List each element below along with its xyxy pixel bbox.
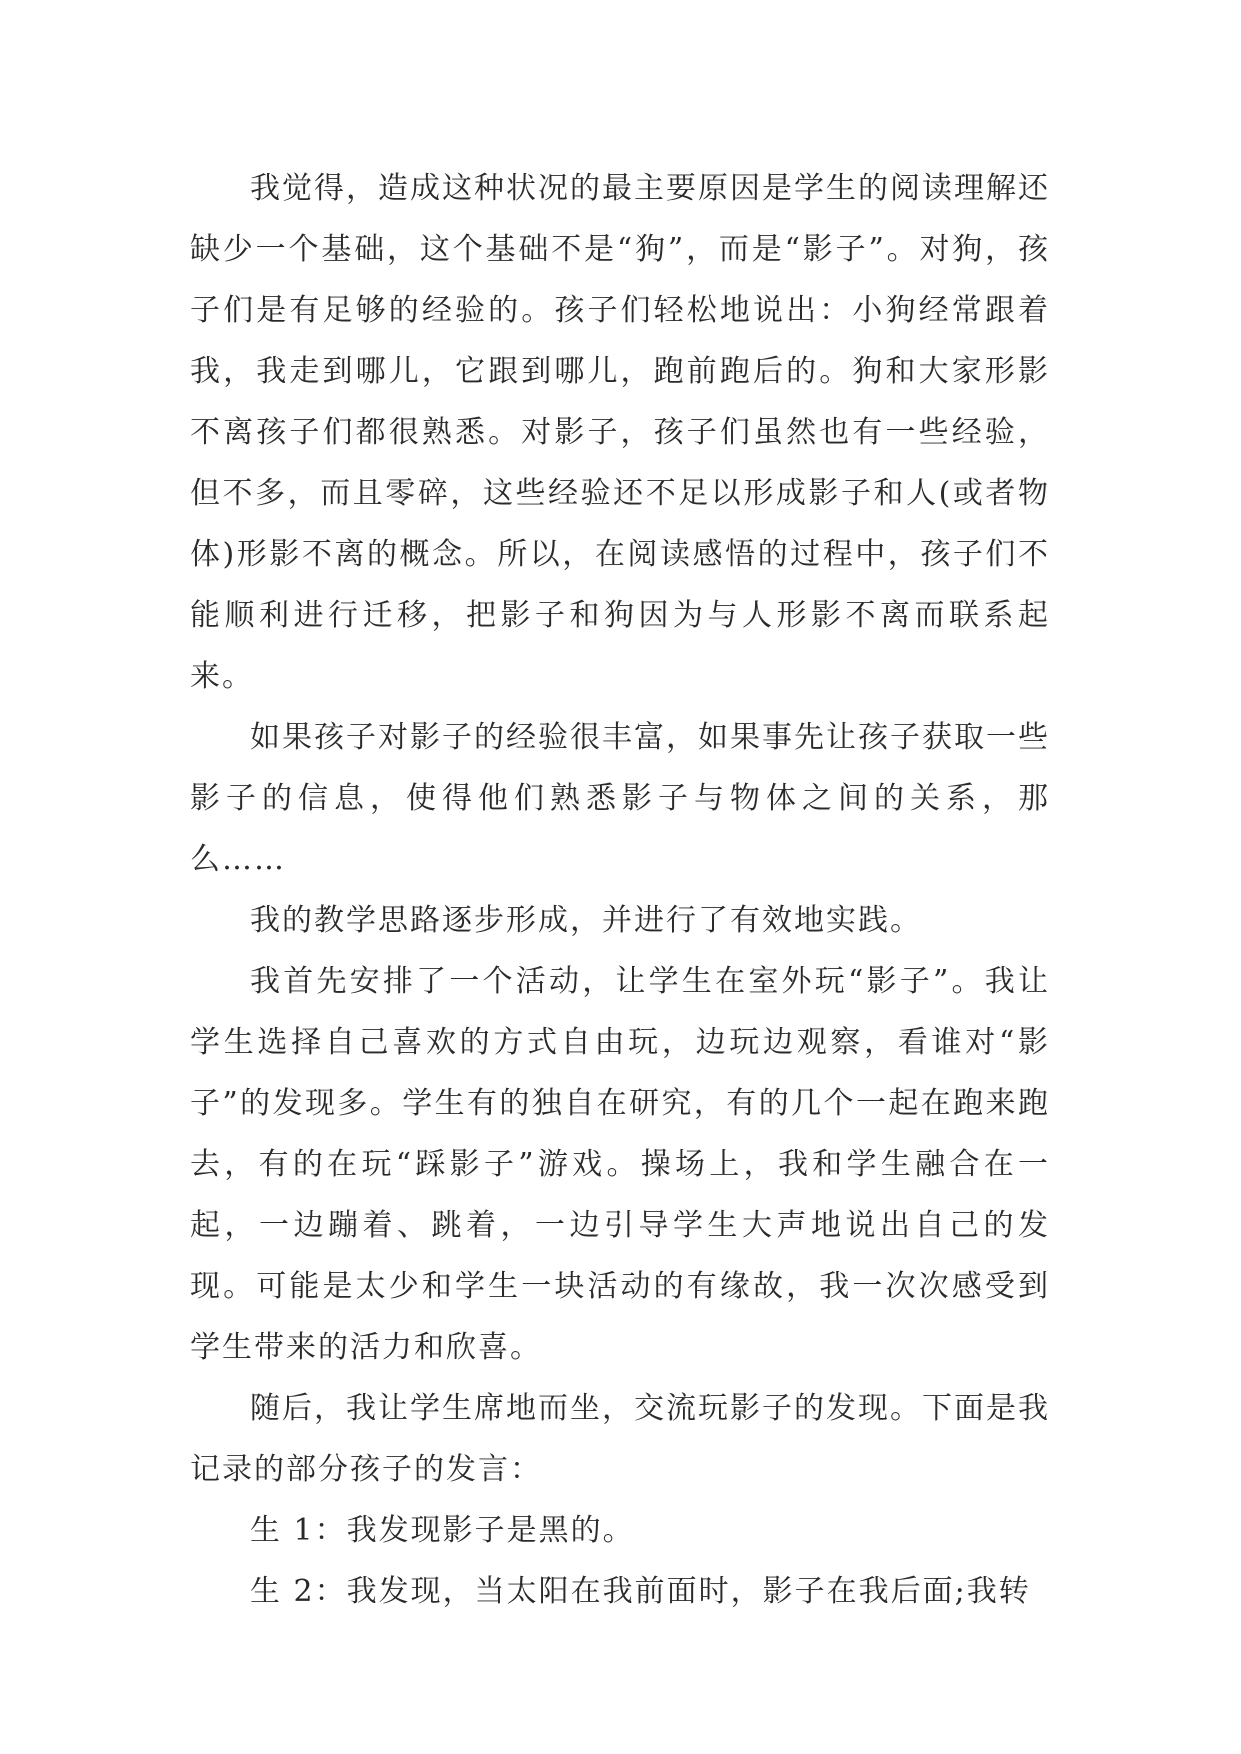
paragraph: 我觉得，造成这种状况的最主要原因是学生的阅读理解还缺少一个基础，这个基础不是“狗”，而是“影子”。对狗，孩子们是有足够的经验的。孩子们轻松地说出：小狗经常跟着我，我走到哪儿，它跟到哪儿，跑前跑后的。狗和大家形影不离孩子们都很熟悉。对影子，孩子们虽然也有一些经验，但不多，而且零碎，这些经验还不足以形成影子和人(或者物体)形影不离的概念。所以，在阅读感悟的过程中，孩子们不能顺利进行迁移，把影子和狗因为与人形影不离而联系起来。	[190, 171, 1050, 694]
paragraph: 如果孩子对影子的经验很丰富，如果事先让孩子获取一些影子的信息，使得他们熟悉影子与物体之间的关系，那么……	[190, 720, 1050, 877]
document-page	[190, 158, 1050, 1622]
paragraph: 生 1：我发现影子是黑的。	[250, 1513, 635, 1548]
paragraph: 我首先安排了一个活动，让学生在室外玩“影子”。我让学生选择自己喜欢的方式自由玩，边玩边观察，看谁对“影子”的发现多。学生有的独自在研究，有的几个一起在跑来跑去，有的在玩“踩影子”游戏。操场上，我和学生融合在一起，一边蹦着、跳着，一边引导学生大声地说出自己的发现。可能是太少和学生一块活动的有缘故，我一次次感受到学生带来的活力和欣喜。	[190, 964, 1050, 1365]
paragraph: 随后，我让学生席地而坐，交流玩影子的发现。下面是我记录的部分孩子的发言：	[190, 1391, 1050, 1487]
paragraph: 生 2：我发现，当太阳在我前面时，影子在我后面;我转	[250, 1574, 1031, 1609]
paragraph: 我的教学思路逐步形成，并进行了有效地实践。	[250, 903, 922, 938]
